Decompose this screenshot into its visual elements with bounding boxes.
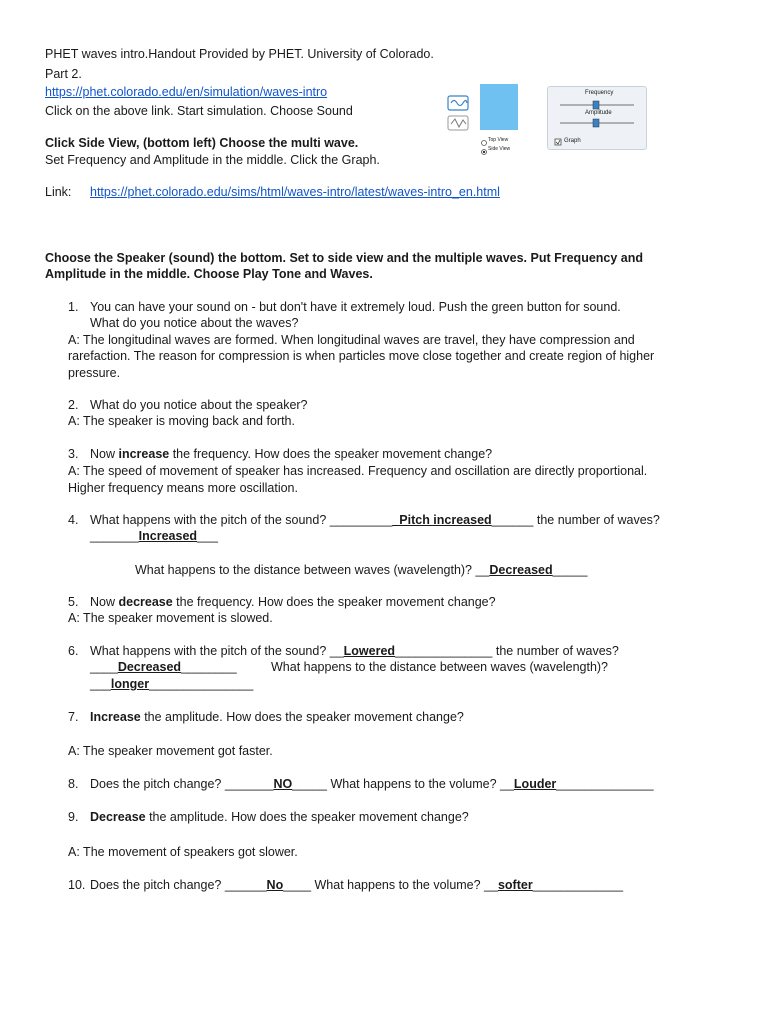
answer-4-wavelength: Decreased bbox=[489, 563, 553, 577]
simulation-link[interactable]: https://phet.colorado.edu/en/simulation/waves-intro bbox=[45, 85, 328, 99]
question-3: 3. Now increase the frequency. How does the speaker movement change? bbox=[68, 447, 493, 461]
html-sim-link[interactable]: https://phet.colorado.edu/sims/html/waves-intro/latest/waves-intro_en.html bbox=[90, 185, 500, 199]
instruction-set-frequency: Set Frequency and Amplitude in the middle. Click the Graph. bbox=[45, 153, 380, 167]
instruction-side-view: Click Side View, (bottom left) Choose the multi wave. bbox=[45, 136, 359, 150]
graph-checkbox-label: Graph bbox=[564, 138, 581, 144]
answer-4-waves: _______Increased___ bbox=[90, 529, 218, 543]
side-view-label: Side View bbox=[488, 146, 511, 152]
question-6: 6. What happens with the pitch of the sound? __Lowered______________ the number of waves? bbox=[68, 644, 619, 658]
sim-controls-thumbnail bbox=[547, 86, 647, 150]
answer-3-line-2: Higher frequency means more oscillation. bbox=[68, 481, 298, 495]
answer-8-volume: Louder bbox=[513, 777, 557, 791]
intro-line-1: Choose the Speaker (sound) the bottom. Set to side view and the multiple waves. Put Frequency and bbox=[45, 251, 644, 265]
link-label: Link: bbox=[45, 185, 72, 199]
part-label: Part 2. bbox=[45, 67, 82, 81]
question-4-wavelength: What happens to the distance between waves (wavelength)? __Decreased_____ bbox=[135, 563, 588, 577]
answer-6-pitch: Lowered bbox=[343, 644, 396, 658]
question-7: 7. Increase the amplitude. How does the speaker movement change? bbox=[68, 710, 464, 724]
question-10: 10. Does the pitch change? ______No____ What happens to the volume? __softer_____________ bbox=[68, 878, 624, 892]
answer-9: A: The movement of speakers got slower. bbox=[68, 845, 298, 859]
answer-1-line-3: pressure. bbox=[68, 366, 121, 380]
answer-1-line-1: A: The longitudinal waves are formed. When longitudinal waves are travel, they have compression and bbox=[68, 333, 635, 347]
intro-line-2: Amplitude in the middle. Choose Play Tone and Waves. bbox=[45, 267, 373, 281]
amplitude-label: Amplitude bbox=[585, 110, 612, 116]
answer-2: A: The speaker is moving back and forth. bbox=[68, 414, 295, 428]
question-5: 5. Now decrease the frequency. How does the speaker movement change? bbox=[68, 595, 496, 609]
question-8: 8. Does the pitch change? _______NO_____ What happens to the volume? __Louder______________ bbox=[68, 777, 654, 791]
question-4: 4. What happens with the pitch of the sound? __________Pitch increased______ the number of waves? bbox=[68, 513, 660, 527]
question-2: 2. What do you notice about the speaker? bbox=[68, 398, 308, 412]
question-1-cont: What do you notice about the waves? bbox=[90, 316, 299, 330]
answer-4-pitch: _Pitch increased bbox=[392, 513, 492, 527]
answer-3-line-1: A: The speed of movement of speaker has increased. Frequency and oscillation are directly proportional. bbox=[68, 464, 648, 478]
answer-8-pitch: NO bbox=[273, 777, 293, 791]
answer-5: A: The speaker movement is slowed. bbox=[68, 611, 273, 625]
frequency-label: Frequency bbox=[585, 90, 614, 96]
handout-title: PHET waves intro.Handout Provided by PHET. University of Colorado. bbox=[45, 47, 434, 61]
answer-10-pitch: No bbox=[266, 878, 284, 892]
answer-10-volume: softer bbox=[497, 878, 533, 892]
question-9: 9. Decrease the amplitude. How does the speaker movement change? bbox=[68, 810, 469, 824]
question-6-wavelength: What happens to the distance between waves (wavelength)? bbox=[271, 660, 609, 674]
answer-6-wavelength: ___longer_______________ bbox=[90, 677, 254, 691]
answer-1-line-2: rarefaction. The reason for compression is when particles move close together and create region of higher bbox=[68, 349, 655, 363]
instruction-start: Click on the above link. Start simulation. Choose Sound bbox=[45, 104, 353, 118]
top-view-label: Top View bbox=[488, 137, 509, 143]
sim-view-thumbnail bbox=[446, 84, 518, 158]
answer-6-waves: ____Decreased________ bbox=[90, 660, 237, 674]
answer-7: A: The speaker movement got faster. bbox=[68, 744, 273, 758]
question-1: 1. You can have your sound on - but don't have it extremely loud. Push the green button for sound. bbox=[68, 300, 621, 314]
